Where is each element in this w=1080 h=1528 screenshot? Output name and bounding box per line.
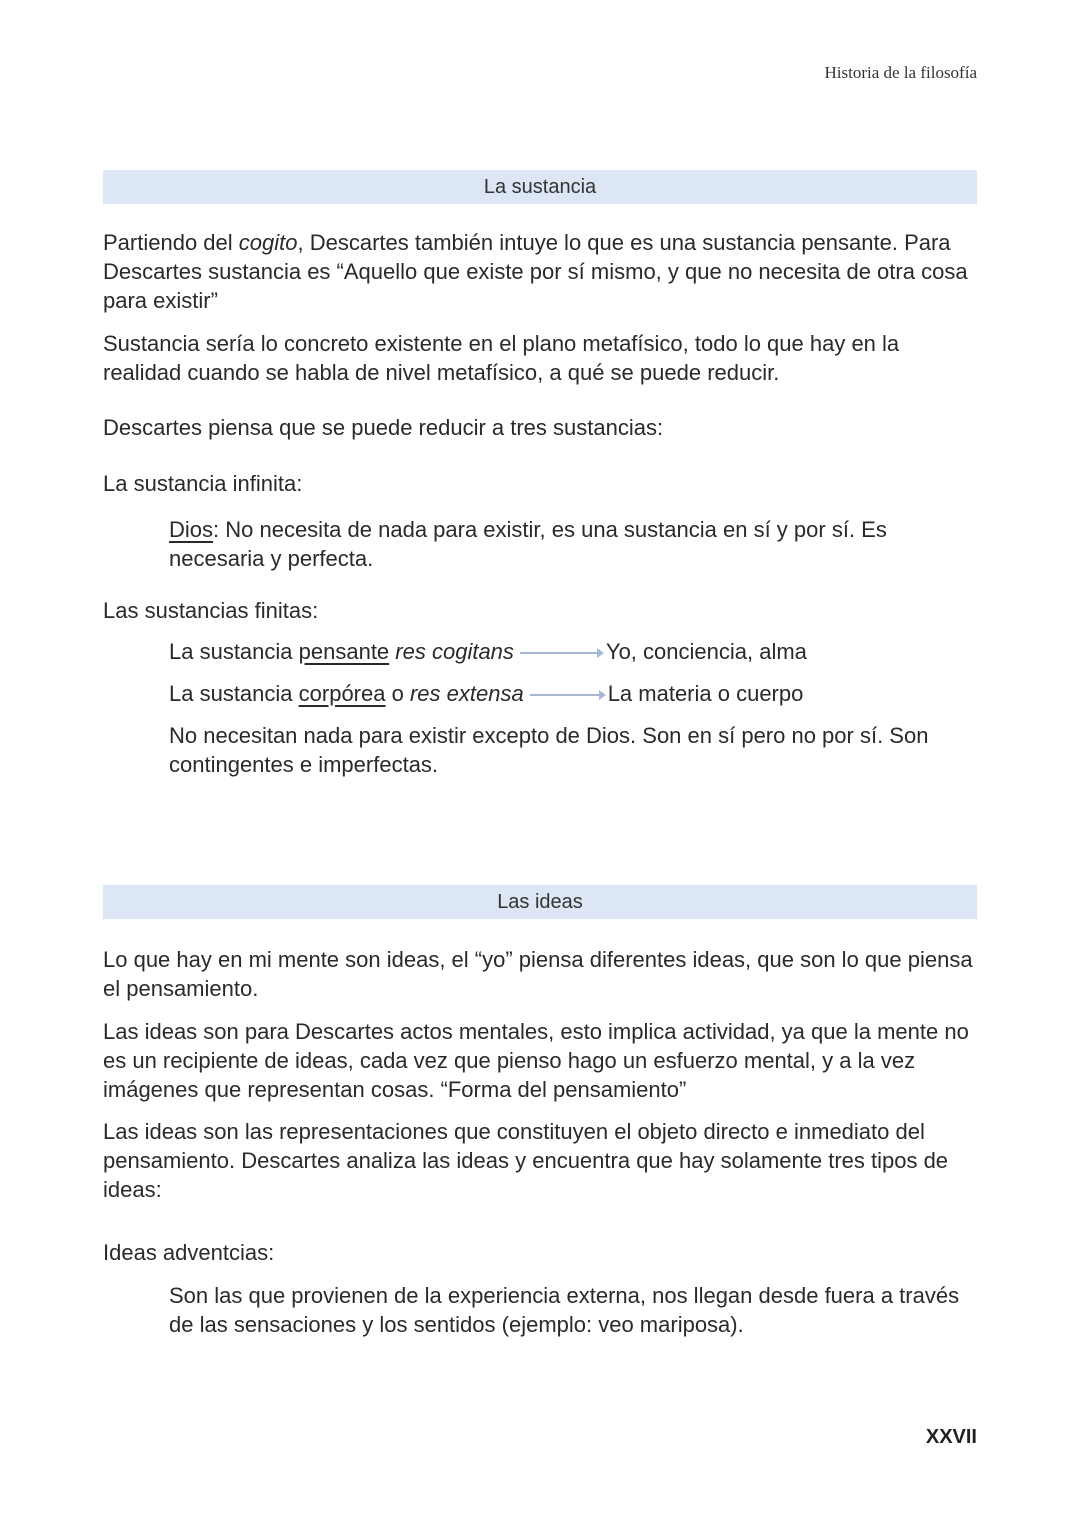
- paragraph-finite-description: No necesitan nada para existir excepto de Dios. Son en sí pero no por sí. Son contingentes e imperfectas.: [169, 723, 929, 777]
- paragraph-sustancia-definition: Sustancia sería lo concreto existente en el plano metafísico, todo lo que hay en la realidad cuando se habla de nivel metafísico, a qué se puede reducir.: [103, 331, 900, 385]
- page-number: XXVII: [925, 1426, 977, 1448]
- label-ideas-adventicias: Ideas adventcias:: [103, 1240, 275, 1265]
- row-res-extensa: La sustancia corpórea o res extensa La materia o cuerpo: [169, 681, 804, 706]
- paragraph-god: Dios: No necesita de nada para existir, es una sustancia en sí y por sí. Es necesaria y perfecta.: [169, 517, 887, 571]
- paragraph-cogito: Partiendo del cogito, Descartes también intuye lo que es una sustancia pensante. Para Descartes sustancia es “Aquello que existe por sí mismo, y que no necesita de otra cosa para existir”: [103, 230, 968, 313]
- section-title-ideas: Las ideas: [103, 885, 977, 919]
- row-res-cogitans: La sustancia pensante res cogitans Yo, conciencia, alma: [169, 639, 807, 664]
- label-infinite-substance: La sustancia infinita:: [103, 471, 303, 496]
- arrow-right-icon: [530, 694, 604, 696]
- arrow-right-icon: [520, 652, 602, 654]
- paragraph-ideas-representations: Las ideas son las representaciones que constituyen el objeto directo e inmediato del pensamiento. Descartes analiza las ideas y encuentra que hay solamente tres tipos de ideas:: [103, 1119, 949, 1202]
- paragraph-ideas-mind: Lo que hay en mi mente son ideas, el “yo” piensa diferentes ideas, que son lo que piensa el pensamiento.: [103, 947, 973, 1001]
- section-title-sustancia: La sustancia: [103, 170, 977, 204]
- paragraph-ideas-adventicias: Son las que provienen de la experiencia externa, nos llegan desde fuera a través de las sensaciones y los sentidos (ejemplo: veo mariposa).: [169, 1283, 960, 1337]
- paragraph-three-substances: Descartes piensa que se puede reducir a tres sustancias:: [103, 415, 664, 440]
- label-finite-substances: Las sustancias finitas:: [103, 598, 319, 623]
- running-header: Historia de la filosofía: [824, 63, 977, 82]
- paragraph-ideas-mental-acts: Las ideas son para Descartes actos mentales, esto implica actividad, ya que la mente no es un recipiente de ideas, cada vez que pienso hago un esfuerzo mental, y a la vez imágenes que representan cosas. “Forma del pensamiento”: [103, 1019, 969, 1102]
- term-dios: Dios: [169, 517, 214, 542]
